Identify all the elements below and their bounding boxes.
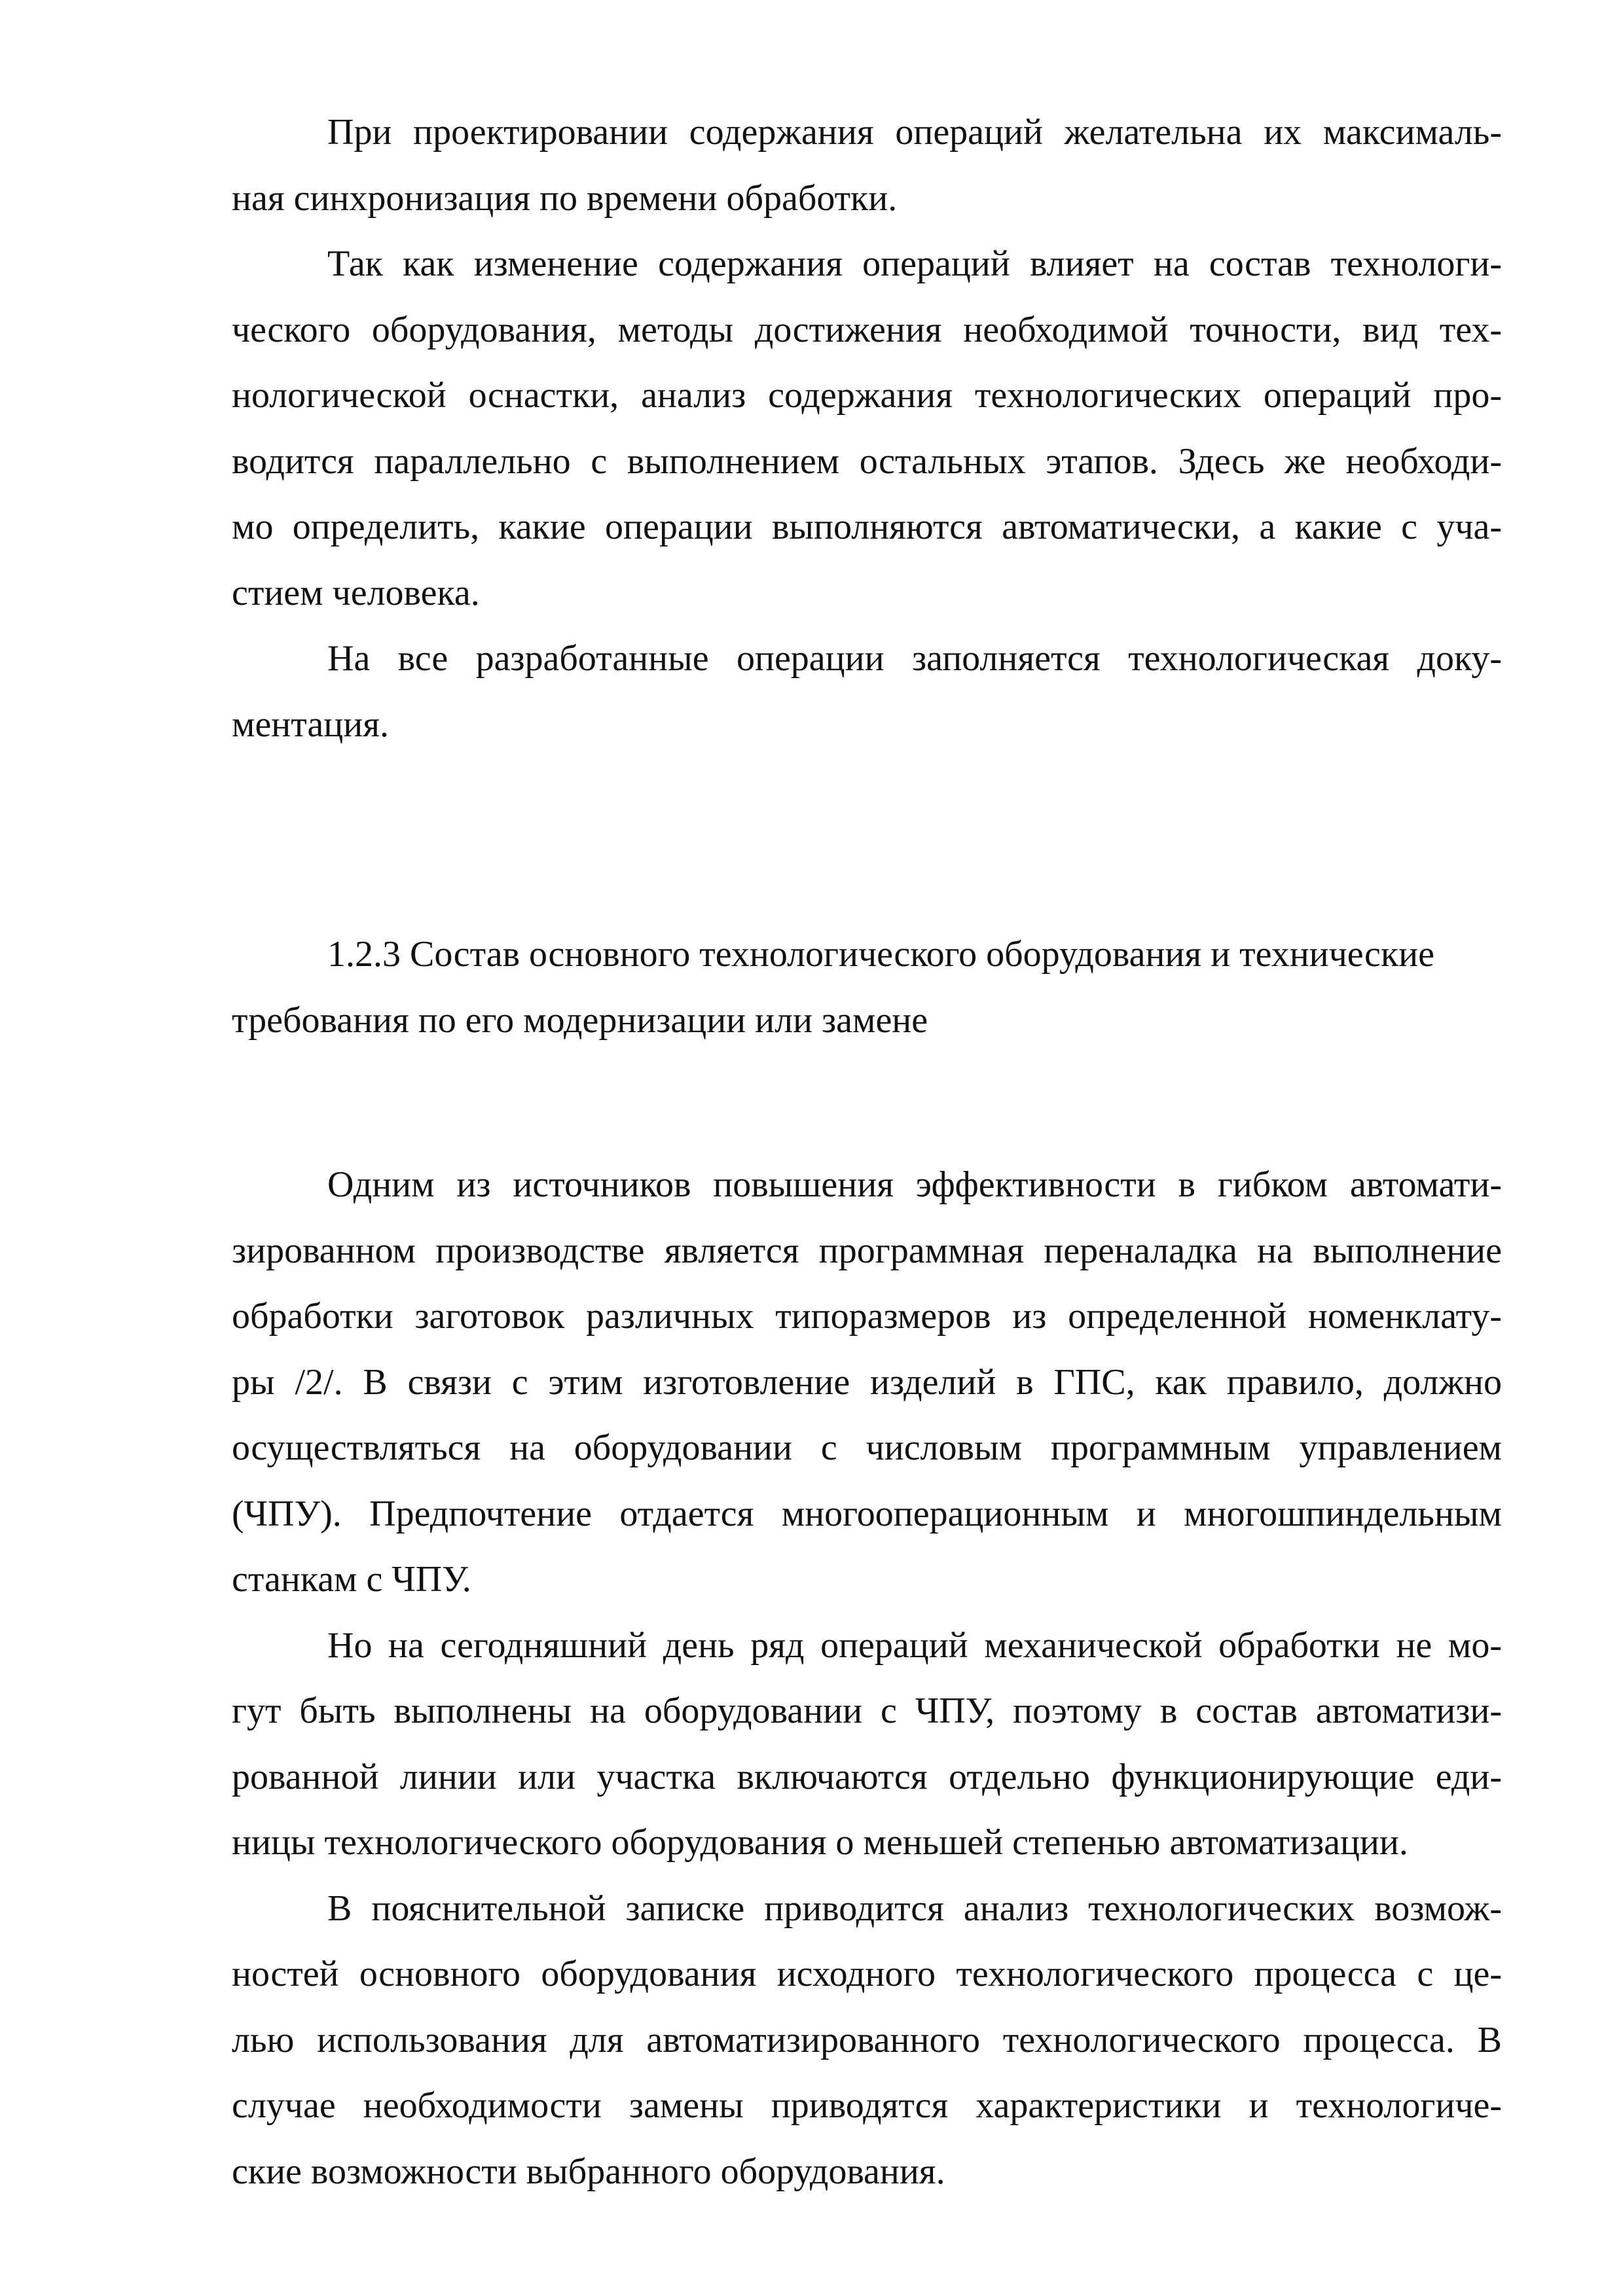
paragraph-synchronization <box>232 99 1502 231</box>
text-line: ры /2/. В связи с этим изготовление изделий в ГПС, как правило, должно <box>232 1361 1502 1403</box>
text-line: ностей основного оборудования исходного технологического процесса с це- <box>232 1954 1502 1994</box>
text-line: На все разработанные операции заполняется технологическая доку- <box>327 638 1502 679</box>
text-line: обработки заготовок различных типоразмеров из определенной номенклату- <box>232 1296 1502 1336</box>
text-line: нологической оснастки, анализ содержания технологических операций про- <box>232 375 1502 416</box>
heading-line: 1.2.3 Состав основного технологического оборудования и технические <box>327 934 1434 975</box>
text-line: зированном производстве является программная переналадка на выполнение <box>232 1230 1502 1271</box>
paragraph-documentation <box>232 626 1502 757</box>
text-line: ческого оборудования, методы достижения необходимой точности, вид тех- <box>232 309 1502 350</box>
text-line: Так как изменение содержания операций влияет на состав технологи- <box>327 243 1502 284</box>
text-line: ментация. <box>232 704 389 745</box>
heading-line: требования по его модернизации или замене <box>232 999 928 1041</box>
text-line: рованной линии или участка включаются отдельно функционирующие еди- <box>232 1756 1502 1797</box>
text-line: лью использования для автоматизированного технологического процесса. В <box>232 2019 1502 2060</box>
vertical-spacer <box>232 1053 1502 1152</box>
text-line: ницы технологического оборудования о меньшей степенью автоматизации. <box>232 1822 1408 1863</box>
text-line: водится параллельно с выполнением остальных этапов. Здесь же необходи- <box>232 440 1502 482</box>
text-line: ские возможности выбранного оборудования. <box>232 2151 945 2192</box>
text-line: случае необходимости замены приводятся характеристики и технологиче- <box>232 2085 1502 2126</box>
text-line: В пояснительной записке приводится анализ технологических возмож- <box>327 1888 1502 1929</box>
paragraph-operation-content <box>232 231 1502 626</box>
text-line: гут быть выполнены на оборудовании с ЧПУ, поэтому в состав автоматизи- <box>232 1691 1502 1731</box>
text-line: Одним из источников повышения эффективности в гибком автомати- <box>327 1164 1502 1205</box>
text-line: станкам с ЧПУ. <box>232 1559 471 1600</box>
paragraph-cnc-limitations <box>232 1613 1502 1876</box>
text-line: осуществляться на оборудовании с числовым программным управлением <box>232 1427 1502 1468</box>
paragraph-flexible-production <box>232 1152 1502 1613</box>
text-line: ная синхронизация по времени обработки. <box>232 177 898 219</box>
text-line: (ЧПУ). Предпочтение отдается многооперационным и многошпиндельным <box>232 1493 1502 1534</box>
text-line: При проектировании содержания операций желательна их максималь- <box>327 112 1502 152</box>
section-heading <box>232 922 1502 1053</box>
vertical-spacer <box>232 757 1502 922</box>
text-line: Но на сегодняшний день ряд операций механической обработки не мо- <box>327 1624 1502 1666</box>
text-line: мо определить, какие операции выполняются автоматически, а какие с уча- <box>232 507 1502 547</box>
document-page <box>232 99 1502 2204</box>
paragraph-explanatory-note <box>232 1876 1502 2205</box>
text-line: стием человека. <box>232 572 480 613</box>
